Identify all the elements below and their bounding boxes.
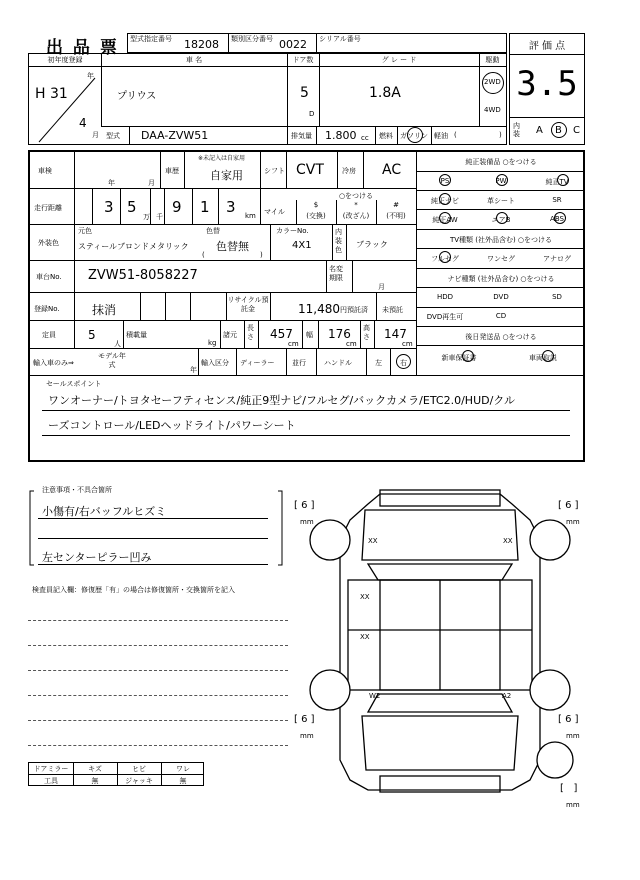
serial-box: シリアル番号 xyxy=(317,33,507,53)
registration-value: 抹消 xyxy=(92,303,117,317)
tv-circle-fullseg xyxy=(439,251,451,263)
vin-value: ZVW51-8058227 xyxy=(88,268,198,283)
notes-line2: 左センターピラー凹み xyxy=(42,551,152,564)
mileage-digit-3: 9 xyxy=(172,198,182,216)
damage-mark-1: XX xyxy=(368,537,378,545)
length-value: 457 xyxy=(270,327,293,341)
inspector-note: 検査員記入欄：修復歴「有」の場合は修復箇所・交換箇所を記入 xyxy=(32,586,235,594)
notes-line1: 小傷有/右バッフルヒズミ xyxy=(42,505,167,518)
mileage-digit-2: 5 xyxy=(127,198,137,216)
capacity-value: 5 xyxy=(88,328,96,342)
mileage-digit-4: 1 xyxy=(200,198,210,216)
tread-fl: [ 6 ] xyxy=(294,500,315,511)
car-diagram xyxy=(290,480,590,810)
tread-fr: [ 6 ] xyxy=(558,500,579,511)
recycle-value: 11,480 xyxy=(298,302,340,316)
shift-value: CVT xyxy=(296,162,324,178)
specs-block: 純正装備品 ○をつける PS PW 純正TV 純正ナビ 革シート SR 純正AW エアB ABS TV種類 (社外品含む) ○をつける フルセグ ワンセグ アナログ ナビ種類 (社外品含む) ○をつける HDD DVD SD DVD再生可 CD 後日発送品 ○をつける 新車保証書 車両取説 車検 年 月 車歴 ※未記入は自家用 自家用 シフト CVT 冷房 AC 走行距離 3 5 万 千 9 1 3 km マイル ○をつける $ (交換) * (改ざん) # (不明) 外装色 元色 スティールブロンドメタリック 色替 色替無 ( ) カラーNo. 4X1 内装色 ブラック 車台No. ZVW51-8058227 名変期限 月 登録No. 抹消 リサイクル預託金 11,480 円預託済 未預託 定員 5 人 積載量 kg 諸元 長さ 457 cm 幅 176 cm 高さ 147 cm 輸入車のみ⇒ モデル年式 年 輸入区分 ディーラー 並行 ハンドル 左 右 セールスポイント ワンオーナー/トヨタセーフティセンス/純正9型ナビ/フルセグ/バックカメラ/ETC2.0/HUD/クル ーズコントロール/LEDヘッドライト/パワーシート xyxy=(28,150,585,462)
equip-circle-abs xyxy=(554,212,566,224)
sheet-title: 出 品 票 xyxy=(46,38,119,58)
ac-value: AC xyxy=(382,162,402,178)
interior-color-value: ブラック xyxy=(356,240,388,249)
first-reg-month: 4 xyxy=(79,116,87,130)
later-circle-manual xyxy=(542,350,554,362)
notes-bracket: 注意事項・不具合箇所 小傷有/右バッフルヒズミ 左センターピラー凹み xyxy=(28,485,284,570)
displacement-value: 1.800 xyxy=(325,129,357,142)
damage-mark-3: XX xyxy=(360,593,370,601)
type-no-box: 型式指定番号 18208 xyxy=(127,33,229,53)
tread-rl: [ 6 ] xyxy=(294,714,315,725)
width-value: 176 xyxy=(328,327,351,341)
checks-table: ドアミラー キズ ヒビ ワレ 工具 無 ジャッキ 無 xyxy=(28,762,204,786)
grade-name: 1.8A xyxy=(369,85,401,101)
later-circle-warranty xyxy=(462,350,474,362)
fuel-gas-circle xyxy=(407,127,423,143)
grade-box: 評 価 点 3.5 内装 A B C xyxy=(509,33,585,145)
sales-point-line2: ーズコントロール/LEDヘッドライト/パワーシート xyxy=(48,419,296,432)
damage-mark-4: XX xyxy=(360,633,370,641)
car-name: プリウス xyxy=(117,91,157,102)
damage-mark-2: XX xyxy=(503,537,513,545)
color-change-value: 色替無 xyxy=(216,240,249,253)
first-reg-era: H 31 xyxy=(35,86,68,102)
sales-point-line1: ワンオーナー/トヨタセーフティセンス/純正9型ナビ/フルセグ/バックカメラ/ETC2.0/HUD/クル xyxy=(48,394,515,407)
grade-value: 3.5 xyxy=(516,64,578,104)
tread-spare: [ ] xyxy=(560,783,578,794)
orig-color-value: スティールブロンドメタリック xyxy=(78,242,189,251)
height-value: 147 xyxy=(384,327,407,341)
tread-rr: [ 6 ] xyxy=(558,714,579,725)
mileage-digit-5: 3 xyxy=(226,198,236,216)
diagonal-divider xyxy=(29,66,101,144)
handle-right-circle xyxy=(396,354,411,369)
type-no-value: 18208 xyxy=(184,38,219,51)
color-no-value: 4X1 xyxy=(292,240,312,251)
equip-circle-pw xyxy=(496,174,508,186)
damage-mark-6: A2 xyxy=(502,692,512,700)
equip-circle-tv xyxy=(557,174,569,186)
mileage-digit-1: 3 xyxy=(104,198,114,216)
equip-circle-airbag xyxy=(496,212,508,224)
doors-value: 5 xyxy=(300,85,309,101)
damage-mark-5: W2 xyxy=(369,692,381,700)
history-value: 自家用 xyxy=(210,169,243,182)
class-no-box: 類別区分番号 0022 xyxy=(229,33,317,53)
class-no-value: 0022 xyxy=(279,38,307,51)
equip-circle-navi xyxy=(439,193,451,205)
model-value: DAA-ZVW51 xyxy=(141,129,209,142)
equip-circle-ps xyxy=(439,174,451,186)
vehicle-block: 初年度登録 車 名 ドア数 グ レ ー ド 駆動 H 31 年 4 月 プリウス 5 D 1.8A 2WD 4WD 型式 DAA-ZVW51 排気量 1.800 cc 燃料 ガソリン 軽油 ( ) xyxy=(28,53,507,145)
equip-circle-aw xyxy=(439,212,451,224)
